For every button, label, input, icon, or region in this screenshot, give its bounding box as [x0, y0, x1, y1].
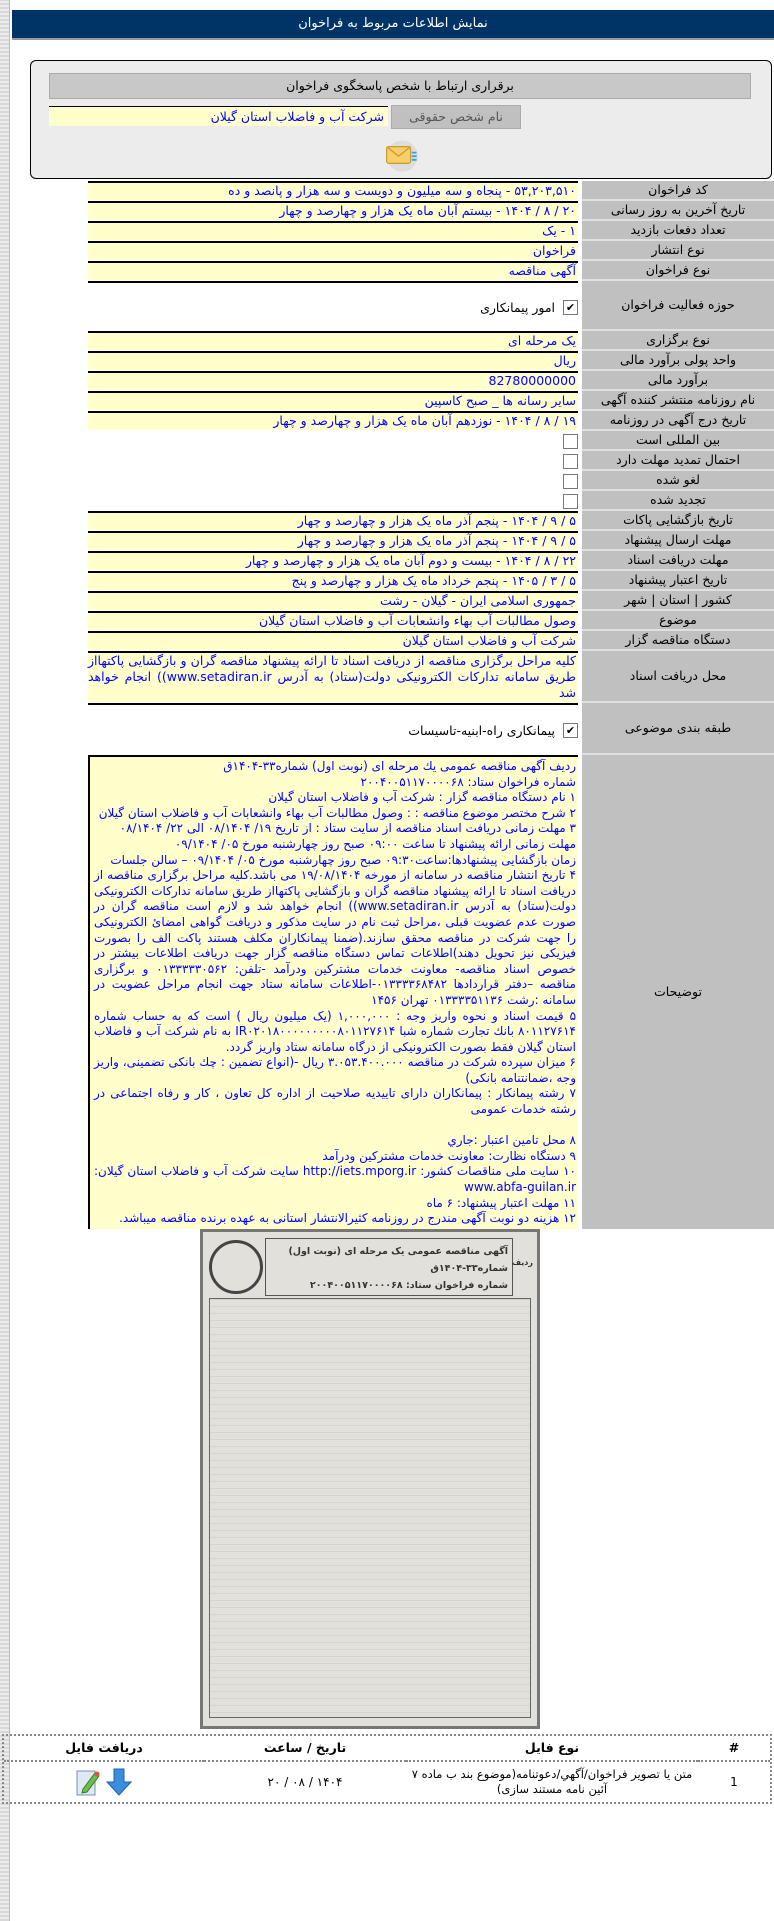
field-label: موضوع — [582, 611, 774, 631]
field-row — [88, 241, 774, 261]
checkbox[interactable] — [563, 494, 578, 509]
field-label: کشور | استان | شهر — [582, 591, 774, 611]
field-value: کلیه مراحل برگزاری مناقصه از دریافت اسناد تا ارائه پیشنهاد مناقصه گران و بازگشایی پاکتهااز طریق سامانه تدارکات الکترونیکی دولت(ستاد) به آدرس www.setadiran.ir)) انجام خواهد شد — [88, 653, 576, 700]
field-label: تعداد دفعات بازدید — [582, 221, 774, 241]
field-label: دستگاه مناقصه گزار — [582, 631, 774, 651]
file-index: 1 — [730, 1774, 738, 1789]
description-paragraph: ۱۱ مهلت اعتبار پیشنهاد: ۶ ماه — [426, 1195, 576, 1210]
file-date: ۱۴۰۴ / ۰۸ / ۲۰ — [267, 1774, 343, 1789]
page-title: نمایش اطلاعات مربوط به فراخوان — [12, 10, 774, 40]
field-label: تاریخ آخرین به روز رسانی — [582, 201, 774, 221]
description-paragraph: ۱۲ هزینه دو نوبت آگهی مندرج در روزنامه کثیرالانتشار استانی به عهده برنده مناقصه میباشد. — [119, 1211, 576, 1226]
description-paragraph: ۶ میزان سپرده شرکت در مناقصه ۳.۰۵۳.۴۰۰.۰۰۰ ریال -(انواع تضمین : چك بانکی تضمینی، واریز وجه ،ضمانتنامه بانکی) — [94, 1055, 576, 1085]
edit-document-icon[interactable] — [75, 1767, 101, 1797]
field-row — [88, 451, 774, 471]
field-value: ۲۰ / ۸ / ۱۴۰۴ - بیستم آبان ماه یک هزار و چهارصد و چهار — [88, 201, 578, 220]
description-paragraph: ۷ رشته پیمانکار : پیمانکاران دارای تاییدیه صلاحیت از اداره کل تعاون ، کار و رفاه اجتماعی در رشته خدمات عمومی — [94, 1086, 576, 1117]
field-label: نوع فراخوان — [582, 261, 774, 281]
scan-header — [265, 1238, 513, 1296]
description-paragraph: مهلت زمانی ارائه پیشنهاد تا ساعت ۰۹:۰۰ صبح روز چهارشنبه مورخ ۰۵/ ۰۹/۱۴۰۴ — [174, 836, 576, 851]
field-row — [88, 431, 774, 451]
field-value: آگهی مناقصه — [88, 261, 578, 280]
description-paragraph: ۳ مهلت زمانی دریافت اسناد مناقصه از سایت ستاد : از تاریخ ۱۹/ ۰۸/۱۴۰۴ الی ۲۲/ ۰۸/۱۴۰۴ — [119, 821, 576, 836]
abfa-logo-icon — [209, 1240, 263, 1294]
scan-body — [209, 1298, 531, 1718]
description-paragraph: ۴ تاریخ انتشار مناقصه در سامانه از مورخه ۱۹/۰۸/۱۴۰۴ می باشد.کلیه مراحل برگزاری مناقصه از دریافت اسناد تا ارائه پیشنهاد مناقصه گران و بازگشایی پاکتهااز طریق سامانه تدارکات الکترونیکی دولت(ستاد) به آدرس www.setadiran.ir)) انجام خواهد شد و لازم است مناقصه گران در صورت عدم عضویت قبلی ،مراحل ثبت نام در سایت مذکور و دریافت گواهی امضائ الکترونیکی را جهت شرکت در مناقصه محقق سازند.(ضمنا پیمانکاران مکلف هستند پاکت الف را بصورت فیزیکی نیز تحویل دهند)اطلاعات تماس دستگاه مناقصه گزار جهت دریافت اطلاعات بیشتر در خصوص اسناد مناقصه- معاونت خدمات مشترکین ودرآمد -تلفن: ۰۱۳۳۳۳۳۰۵۶۲ و برگزاری مناقصه –دفتر قراردادها ۰۱۳۳۳۳۶۸۴۸۲-اطلاعات سامانه ستاد جهت انجام مراحل عضویت در سامانه :رشت ۰۱۳۳۳۳۵۱۱۳۶ تهران ۱۴۵۶ — [94, 868, 577, 1007]
field-label: تاریخ درج آگهی در روزنامه — [582, 411, 774, 431]
field-row — [88, 391, 774, 411]
field-label: لغو شده — [582, 471, 774, 491]
description-paragraph: ۹ دستگاه نظارت: معاونت خدمات مشترکین ودرآمد — [322, 1148, 576, 1163]
field-label: نوع برگزاری — [582, 331, 774, 351]
scan-row-label: ردیف — [511, 1257, 533, 1267]
field-row — [88, 371, 774, 391]
checkbox-label: امور پیمانکاری — [480, 299, 555, 315]
field-value: ۵ / ۹ / ۱۴۰۴ - پنجم آذر ماه یک هزار و چهارصد و چهار — [88, 511, 578, 530]
scan-title: آگهی مناقصه عمومی یک مرحله ای (نوبت اول) شماره۳۳-۱۴۰۴ق — [288, 1245, 508, 1274]
legal-entity-name-label: نام شخص حقوقی — [391, 105, 521, 129]
field-label: تاریخ بازگشایی پاکات — [582, 511, 774, 531]
description-paragraph: زمان بازگشایی پیشنهادها:ساعت۰۹:۳۰ صبح روز چهارشنبه مورخ ۰۵/ ۰۹/۱۴۰۴ – سالن جلسات — [110, 852, 576, 867]
field-row — [88, 571, 774, 591]
description-paragraph: ردیف آگهی مناقصه عمومی یك مرحله ای (نوبت اول) شماره۳۳-۱۴۰۴ق — [223, 759, 576, 773]
files-header-index: # — [698, 1736, 770, 1761]
field-label: بین المللی است — [582, 431, 774, 451]
checkbox-label: پیمانکاری راه-ابنیه-تاسیسات — [408, 722, 555, 738]
field-label: تجدید شده — [582, 491, 774, 511]
field-row — [88, 651, 774, 703]
files-header-date: تاریخ / ساعت — [204, 1736, 406, 1761]
field-label: واحد پولی برآورد مالی — [582, 351, 774, 371]
field-row — [88, 221, 774, 241]
field-row — [88, 611, 774, 631]
table-row — [4, 1761, 770, 1802]
description-field — [88, 755, 774, 1229]
files-header-download: دریافت فایل — [4, 1736, 204, 1761]
download-arrow-icon[interactable] — [105, 1767, 133, 1797]
files-table — [2, 1734, 772, 1804]
field-value: سایر رسانه ها _ صبح کاسپین — [88, 391, 578, 410]
field-label: حوزه فعالیت فراخوان — [582, 281, 774, 331]
field-value: ۲۲ / ۸ / ۱۴۰۴ - بیست و دوم آبان ماه یک هزار و چهارصد و چهار — [88, 551, 578, 570]
checkbox-group — [88, 471, 578, 491]
field-value: ریال — [88, 351, 578, 370]
field-row — [88, 551, 774, 571]
field-value: جمهوری اسلامی ایران - گیلان - رشت — [88, 591, 578, 610]
field-value: وصول مطالبات آب بهاء وانشعابات آب و فاضلاب استان گیلان — [88, 611, 578, 630]
field-row — [88, 181, 774, 201]
checkbox-group — [88, 705, 578, 755]
files-header-type: نوع فایل — [406, 1736, 698, 1761]
checkbox-group — [88, 431, 578, 451]
checkbox[interactable]: ✔ — [563, 723, 578, 738]
checkbox-group — [88, 451, 578, 471]
checkbox-group — [88, 491, 578, 511]
description-paragraph: ۸ محل تامین اعتبار :جاري — [447, 1133, 576, 1148]
field-row — [88, 471, 774, 491]
field-label: نام روزنامه منتشر کننده آگهی — [582, 391, 774, 411]
contact-panel — [30, 60, 772, 179]
description-text — [88, 755, 578, 1229]
checkbox-group — [88, 283, 578, 331]
description-label: توضیحات — [582, 755, 774, 1229]
field-value: شرکت آب و فاضلاب استان گیلان — [88, 631, 578, 650]
field-label: برآورد مالی — [582, 371, 774, 391]
field-label: مهلت دریافت اسناد — [582, 551, 774, 571]
description-paragraph: ۵ قیمت اسناد و نحوه واریز وجه : ۱,۰۰۰,۰۰۰ (یک میلیون ریال ) است که به حساب شماره ۸۰۱۱۲۷۶۱۴ بانك تجارت شماره شبا IR۰۲۰۱۸۰۰۰۰۰۰۰۰۰۸۰۱۱۲۷۶۱۴ به نام شرکت آب و فاضلاب استان گیلان فقط بصورت الکترونیکی از درگاه سامانه ستاد واریز گردد. — [94, 1008, 577, 1054]
field-label: نوع انتشار — [582, 241, 774, 261]
field-row — [88, 631, 774, 651]
field-label: کد فراخوان — [582, 181, 774, 201]
field-value: ۵ / ۳ / ۱۴۰۵ - پنجم خرداد ماه یک هزار و چهارصد و پنج — [88, 571, 578, 590]
field-row — [88, 591, 774, 611]
field-row — [88, 703, 774, 755]
field-value: ۵۳,۲۰۳,۵۱۰ - پنجاه و سه میلیون و دویست و سه هزار و پانصد و ده — [88, 181, 578, 200]
description-paragraph: شماره فراخوان ستاد: ۲۰۰۴۰۰۵۱۱۷۰۰۰۰۶۸ — [360, 774, 576, 789]
field-row — [88, 351, 774, 371]
field-row — [88, 261, 774, 281]
description-paragraph: ۱۰ سایت ملی مناقصات کشور: http://iets.mporg.ir سایت شرکت آب و فاضلاب استان گیلان: www.abfa-guilan.ir — [94, 1164, 576, 1195]
legal-entity-name-value: شرکت آب و فاضلاب استان گیلان — [49, 106, 388, 126]
field-value: 82780000000 — [88, 371, 578, 390]
scan-number: شماره فراخوان ستاد: ۲۰۰۴۰۰۵۱۱۷۰۰۰۰۶۸ — [309, 1279, 508, 1291]
field-row — [88, 201, 774, 221]
description-paragraph — [94, 1118, 576, 1134]
checkbox[interactable] — [563, 434, 578, 449]
file-type: متن یا تصویر فراخوان/آگهي/دعوتنامه(موضوع بند ب ماده ۷ آئین نامه مستند سازی) — [411, 1766, 693, 1796]
tender-ad-scan-image — [200, 1229, 540, 1729]
field-row — [88, 531, 774, 551]
field-label: احتمال تمدید مهلت دارد — [582, 451, 774, 471]
checkbox[interactable] — [563, 474, 578, 489]
field-value: ۱۹ / ۸ / ۱۴۰۴ - نوزدهم آبان ماه یک هزار و چهارصد و چهار — [88, 411, 578, 430]
field-row — [88, 331, 774, 351]
contact-responder-button[interactable]: برقراری ارتباط با شخص پاسخگوی فراخوان — [49, 73, 751, 99]
checkbox[interactable] — [563, 454, 578, 469]
field-row — [88, 411, 774, 431]
field-label: مهلت ارسال پیشنهاد — [582, 531, 774, 551]
field-value: ۱ - یک — [88, 221, 578, 240]
field-value: فراخوان — [88, 241, 578, 260]
field-label: طبقه بندی موضوعی — [582, 703, 774, 755]
field-value: ۵ / ۹ / ۱۴۰۴ - پنجم آذر ماه یک هزار و چهارصد و چهار — [88, 531, 578, 550]
field-label: محل دریافت اسناد — [582, 651, 774, 703]
envelope-icon[interactable] — [383, 137, 419, 173]
description-paragraph: ۲ شرح مختصر موضوع مناقصه : : وصول مطالبات آب بهاء وانشعابات آب و فاضلاب استان گیلان — [98, 805, 576, 820]
field-value: یک مرحله ای — [88, 331, 578, 350]
field-row — [88, 491, 774, 511]
field-row — [88, 281, 774, 331]
tender-details — [0, 181, 774, 1810]
field-label: تاریخ اعتبار پیشنهاد — [582, 571, 774, 591]
checkbox[interactable]: ✔ — [563, 300, 578, 315]
description-paragraph: ۱ نام دستگاه مناقصه گزار : شرکت آب و فاضلاب استان گیلان — [268, 790, 576, 805]
field-row — [88, 511, 774, 531]
